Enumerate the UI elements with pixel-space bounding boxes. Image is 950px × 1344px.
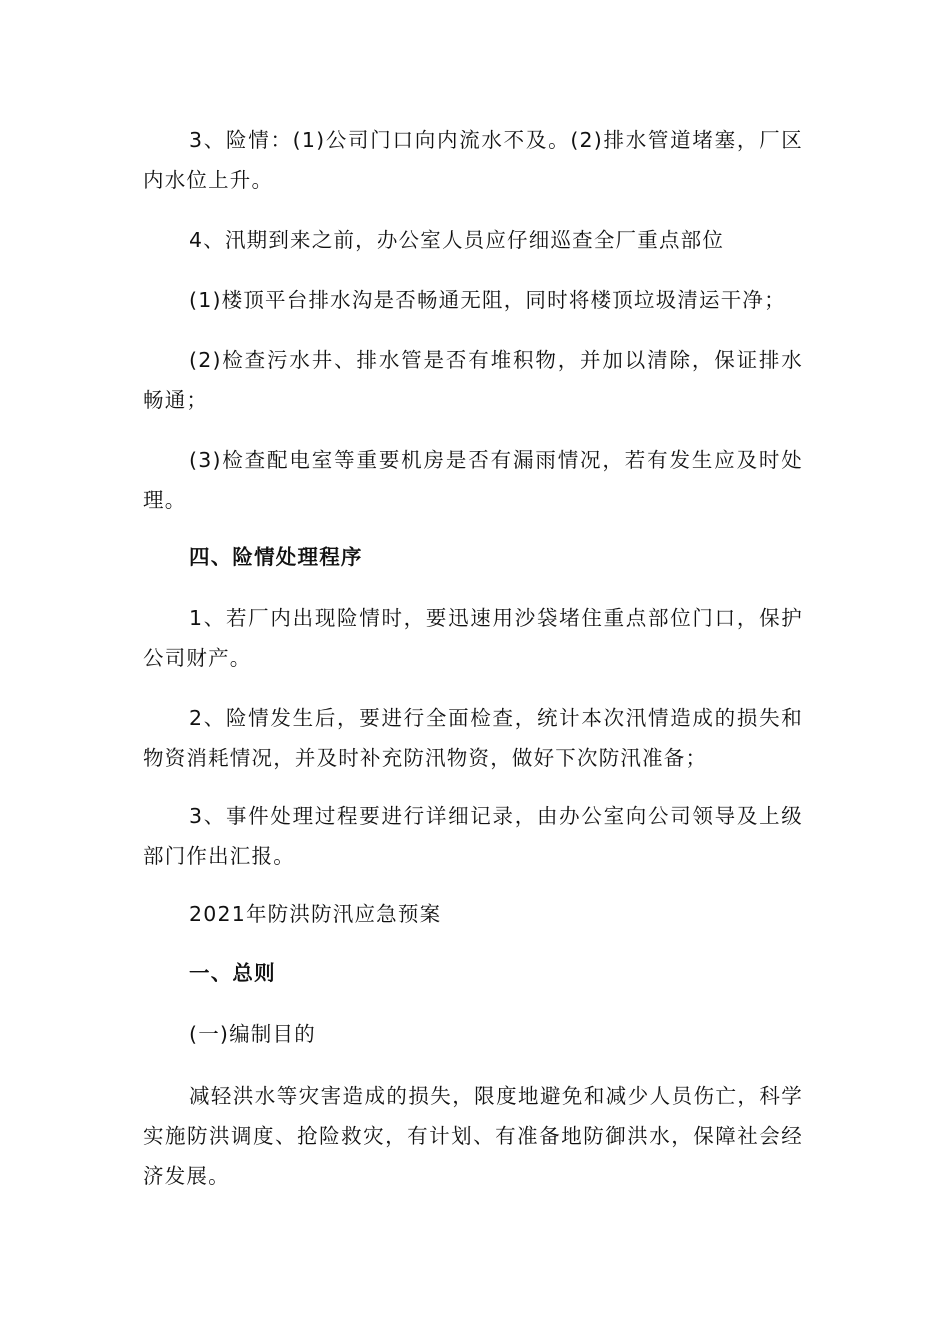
paragraph-danger-situations: 3、险情：(1)公司门口向内流水不及。(2)排水管道堵塞，厂区内水位上升。 — [143, 128, 803, 192]
paragraph-post-danger-review: 2、险情发生后，要进行全面检查，统计本次汛情造成的损失和物资消耗情况，并及时补充防汛物资，做好下次防汛准备； — [143, 706, 803, 770]
paragraph-sandbag-protection: 1、若厂内出现险情时，要迅速用沙袋堵住重点部位门口，保护公司财产。 — [143, 606, 803, 670]
subheading-purpose: (一)编制目的 — [189, 1022, 316, 1046]
paragraph-sewer-check: (2)检查污水井、排水管是否有堆积物，并加以清除，保证排水畅通； — [143, 348, 803, 412]
section-heading-danger-procedure: 四、险情处理程序 — [189, 545, 363, 569]
paragraph-record-report: 3、事件处理过程要进行详细记录，由办公室向公司领导及上级部门作出汇报。 — [143, 804, 803, 868]
paragraph-roof-drainage: (1)楼顶平台排水沟是否畅通无阻，同时将楼顶垃圾清运干净； — [189, 288, 786, 312]
paragraph-power-room-check: (3)检查配电室等重要机房是否有漏雨情况，若有发生应及时处理。 — [143, 448, 803, 512]
section-heading-general: 一、总则 — [189, 961, 276, 985]
paragraph-purpose-text: 减轻洪水等灾害造成的损失，限度地避免和减少人员伤亡，科学实施防洪调度、抢险救灾，有计划、有准备地防御洪水，保障社会经济发展。 — [143, 1084, 803, 1188]
paragraph-pre-flood-inspection: 4、汛期到来之前，办公室人员应仔细巡查全厂重点部位 — [189, 228, 725, 252]
document-title: 2021年防洪防汛应急预案 — [189, 902, 442, 926]
